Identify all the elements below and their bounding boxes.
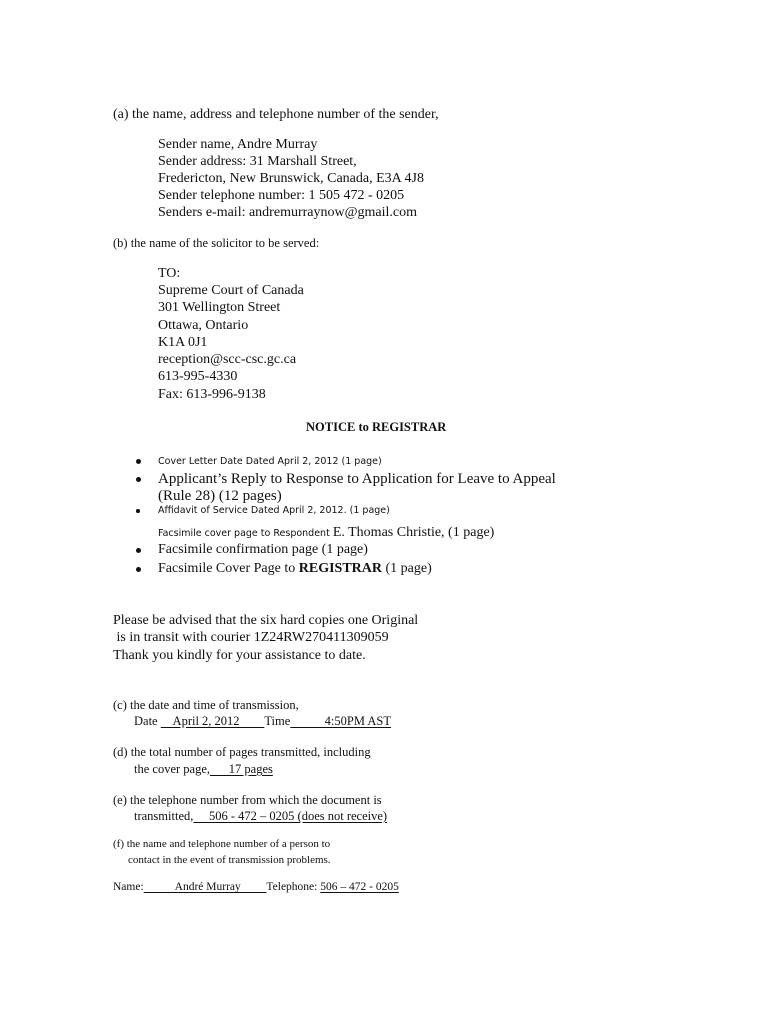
recipient-fax: Fax: 613-996-9138 — [158, 387, 266, 402]
contact-phone-value: 506 – 472 - 0205 — [320, 881, 399, 893]
contact-line — [113, 882, 399, 894]
section-c-heading: (c) the date and time of transmission, — [113, 698, 299, 712]
sender-city: Fredericton, New Brunswick, Canada, E3A 4J8 — [158, 171, 424, 186]
bullet-icon — [136, 548, 141, 553]
fax-registrar-label: Facsimile Cover Page to — [158, 561, 299, 576]
bullet-icon — [136, 567, 141, 572]
section-e-line-1: (e) the telephone number from which the document is — [113, 793, 382, 807]
recipient-city: Ottawa, Ontario — [158, 318, 249, 333]
section-f-line-2: contact in the event of transmission problems. — [128, 854, 331, 866]
section-b-heading: (b) the name of the solicitor to be served: — [113, 236, 320, 250]
total-pages-value: 17 pages — [210, 762, 273, 776]
section-d-line-2 — [134, 763, 273, 776]
bullet-icon — [136, 459, 141, 464]
bullet-icon — [136, 477, 141, 482]
recipient-phone: 613-995-4330 — [158, 369, 238, 384]
sender-phone: Sender telephone number: 1 505 472 - 0205 — [158, 188, 405, 203]
message-line-2: is in transit with courier 1Z24RW270411309059 — [113, 630, 389, 645]
fax-cover-label: Facsimile cover page to Respondent — [158, 528, 333, 539]
transmission-date-time — [134, 715, 391, 728]
bullet-icon — [136, 509, 140, 513]
sender-name: Sender name, Andre Murray — [158, 137, 318, 152]
section-e-line-2 — [134, 810, 387, 823]
registrar-word: REGISTRAR — [298, 561, 383, 576]
recipient-email: reception@scc-csc.gc.ca — [158, 352, 297, 367]
recipient-street: 301 Wellington Street — [158, 300, 281, 315]
notice-item-cover-letter: Cover Letter Date Dated April 2, 2012 (1 page) — [158, 456, 382, 467]
transmitted-label: transmitted, — [134, 809, 194, 823]
section-a-heading: (a) the name, address and telephone number of the sender, — [113, 107, 439, 122]
notice-title: NOTICE to REGISTRAR — [306, 420, 447, 434]
notice-item-fax-registrar — [158, 562, 432, 576]
transmitted-phone-value: 506 - 472 – 0205 (does not receive) — [193, 809, 388, 823]
recipient-to: TO: — [158, 266, 181, 281]
message-line-3: Thank you kindly for your assistance to date. — [113, 648, 366, 663]
time-value: 4:50PM AST — [290, 714, 392, 728]
notice-item-fax-cover-respondent — [158, 524, 494, 540]
sender-address: Sender address: 31 Marshall Street, — [158, 154, 357, 169]
time-label: Time — [264, 714, 291, 728]
respondent-name: E. Thomas Christie, (1 page) — [332, 525, 495, 540]
sender-email: Senders e-mail: andremurraynow@gmail.com — [158, 205, 417, 220]
notice-item-fax-confirmation: Facsimile confirmation page (1 page) — [158, 542, 368, 557]
notice-item-reply: Applicant’s Reply to Response to Application for Leave to Appeal — [158, 471, 556, 487]
cover-page-label: the cover page, — [134, 762, 211, 776]
notice-item-reply-cont: (Rule 28) (12 pages) — [158, 488, 282, 504]
contact-name-label: Name: — [113, 881, 144, 893]
message-line-1: Please be advised that the six hard copies one Original — [113, 613, 419, 628]
recipient-postal: K1A 0J1 — [158, 335, 208, 350]
notice-item-affidavit: Affidavit of Service Dated April 2, 2012. (1 page) — [158, 505, 390, 516]
contact-name-value: André Murray — [143, 881, 267, 893]
fax-registrar-pages: (1 page) — [382, 561, 432, 576]
date-label: Date — [134, 714, 161, 728]
recipient-name: Supreme Court of Canada — [158, 283, 304, 298]
date-value: April 2, 2012 — [160, 714, 265, 728]
contact-phone-label: Telephone: — [266, 881, 321, 893]
section-f-line-1: (f) the name and telephone number of a person to — [113, 838, 331, 850]
section-d-line-1: (d) the total number of pages transmitted, including — [113, 745, 371, 759]
